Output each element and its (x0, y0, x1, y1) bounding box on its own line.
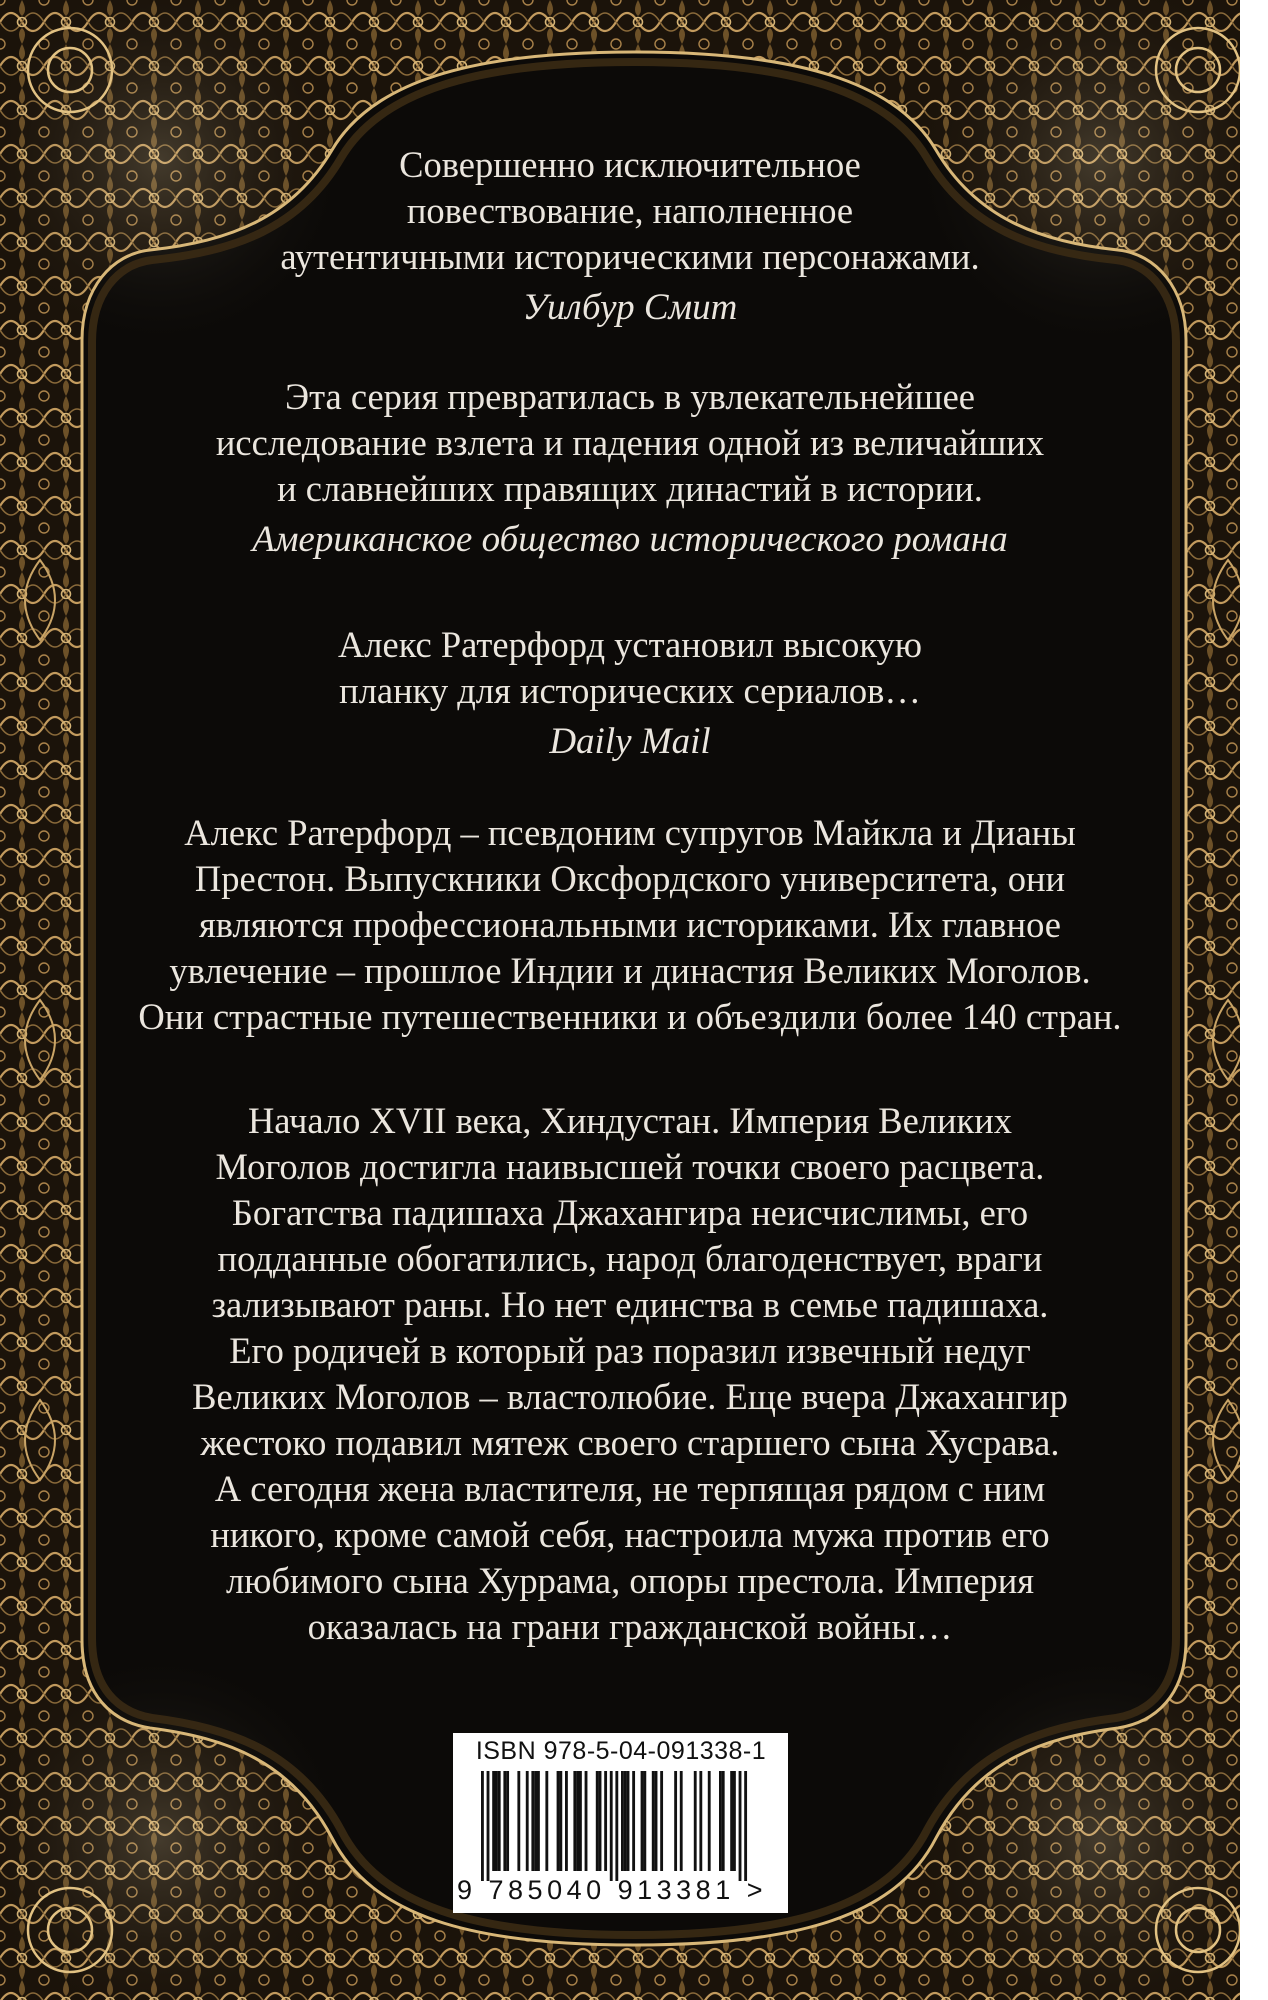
barcode-bar (699, 1771, 702, 1871)
book-synopsis (90, 1098, 1170, 1650)
barcode-bar (739, 1771, 742, 1881)
barcode-bar (503, 1771, 506, 1871)
barcode-bar (492, 1771, 495, 1871)
barcode-bar (719, 1771, 722, 1871)
barcode-bar (545, 1771, 548, 1871)
isbn-label: ISBN 978-5-04-091338-1 (475, 1737, 767, 1765)
barcode-bar (733, 1771, 736, 1871)
barcode-bar (576, 1771, 579, 1871)
barcode-bar (615, 1771, 618, 1881)
barcode-bar (674, 1771, 677, 1871)
barcode-bar (506, 1771, 509, 1871)
review-quote-1 (90, 142, 1170, 332)
author-bio (90, 810, 1170, 1040)
quote-text: Совершенно исключительное повествование, наполненное аутентичными историческими персонажами. (280, 144, 980, 277)
barcode-bar (643, 1771, 646, 1871)
quote-text: Алекс Ратерфорд установил высокую планку для исторических сериалов… (337, 624, 923, 711)
barcode-bar (579, 1771, 582, 1871)
barcode-bar (517, 1771, 520, 1871)
barcode-bar (610, 1771, 613, 1881)
barcode-bar (730, 1771, 733, 1871)
barcode-bar (537, 1771, 540, 1871)
barcode-bar (652, 1771, 655, 1871)
barcode-bar (498, 1771, 501, 1871)
barcode-bar (641, 1771, 644, 1871)
barcode-bar (744, 1771, 747, 1881)
barcode-bar (680, 1771, 683, 1871)
barcode-digits: 9 785040 913381 > (457, 1875, 767, 1905)
review-quote-3 (90, 622, 1170, 766)
barcode-bar (627, 1771, 630, 1871)
barcode-bar (559, 1771, 562, 1871)
barcode-bar (526, 1771, 529, 1871)
barcode-bar (621, 1771, 624, 1871)
author-bio-text: Алекс Ратерфорд – псевдоним супругов Майкла и Дианы Престон. Выпускники Оксфордского университета, они являются профессиональными историками. Их главное увлечение – прошлое Индии и династия Великих Моголов. Они страстные путешественники и объездили более 140 стран. (138, 812, 1122, 1037)
page-edge (1240, 0, 1268, 2000)
barcode-bar (694, 1771, 697, 1871)
isbn-barcode (453, 1733, 788, 1913)
barcode-bar (573, 1771, 576, 1871)
barcode-bar (495, 1771, 498, 1871)
barcode-bar (722, 1771, 725, 1871)
barcode-bar (708, 1771, 711, 1871)
barcode-bar (655, 1771, 658, 1871)
quote-source: Daily Mail (549, 721, 711, 762)
barcode-bar (604, 1771, 607, 1871)
barcode-bar (565, 1771, 568, 1871)
quote-text: Эта серия превратилась в увлекательнейшее исследование взлета и падения одной из величайших и славнейших правящих династий в истории. (215, 376, 1045, 509)
barcode-bar (585, 1771, 588, 1871)
barcode-bar (487, 1771, 490, 1881)
review-quote-2 (90, 374, 1170, 564)
synopsis-text: Начало XVII века, Хиндустан. Империя Великих Моголов достигла наивысшей точки своего расцвета. Богатства падишаха Джахангира неисчислимы, его подданные обогатились, народ благоденствует, враги зализывают раны. Но нет единства в семье падишаха. Его родичей в который раз поразил извечный недуг Великих Моголов – властолюбие. Еще вчера Джахангир жестоко подавил мятеж своего старшего сына Хусрава. А сегодня жена властителя, не терпящая рядом с ним никого, кроме самой себя, настроила мужа против его любимого сына Хуррама, опоры престола. Империя оказалась на грани гражданской войны… (192, 1100, 1068, 1647)
quote-source: Американское общество исторического романа (252, 519, 1008, 560)
barcode-bar (660, 1771, 663, 1871)
barcode-bar (534, 1771, 537, 1871)
barcode-bar (531, 1771, 534, 1871)
barcode-bar (596, 1771, 599, 1871)
barcode-bar (481, 1771, 484, 1881)
barcode-bar (557, 1771, 560, 1871)
quote-source: Уилбур Смит (522, 287, 738, 328)
barcode-bar (599, 1771, 602, 1871)
barcode-bar (624, 1771, 627, 1871)
barcode-bar (632, 1771, 635, 1871)
